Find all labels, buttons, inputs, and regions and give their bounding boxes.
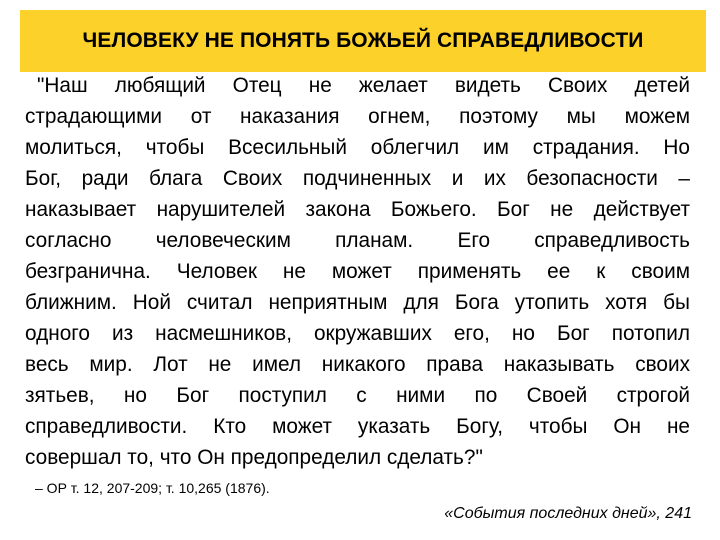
page-title: ЧЕЛОВЕКУ НЕ ПОНЯТЬ БОЖЬЕЙ СПРАВЕДЛИВОСТИ (82, 29, 644, 52)
source-citation: «События последних дней», 241 (444, 505, 692, 522)
quote-line: зятьев, но Бог поступил с ними по Своей строгой (25, 384, 690, 407)
quote-line: "Наш любящий Отец не желает видеть Своих детей (37, 74, 690, 97)
quote-line: Бог, ради блага Своих подчиненных и их безопасности – (25, 167, 690, 190)
quote-line: наказывает нарушителей закона Божьего. Бог не действует (25, 198, 690, 221)
quote-line: ближним. Ной считал неприятным для Бога утопить хотя бы (25, 291, 690, 314)
quote-line: одного из насмешников, окружавших его, но Бог потопил (25, 322, 690, 345)
quote-line: безгранична. Человек не может применять ее к своим (25, 260, 690, 283)
title-banner (20, 10, 706, 72)
quote-line: молиться, чтобы Всесильный облегчил им страдания. Но (25, 136, 690, 159)
quote-line: весь мир. Лот не имел никакого права наказывать своих (25, 353, 690, 376)
quote-line: совершал то, что Он предопределил сделать?" (25, 446, 483, 469)
quote-line: страдающими от наказания огнем, поэтому мы можем (25, 105, 690, 128)
quote-body (25, 70, 690, 473)
quote-line: согласно человеческим планам. Его справедливость (25, 229, 690, 252)
quote-line: справедливости. Кто может указать Богу, чтобы Он не (25, 415, 690, 438)
citation-reference: – ОР т. 12, 207-209; т. 10,265 (1876). (35, 480, 270, 496)
